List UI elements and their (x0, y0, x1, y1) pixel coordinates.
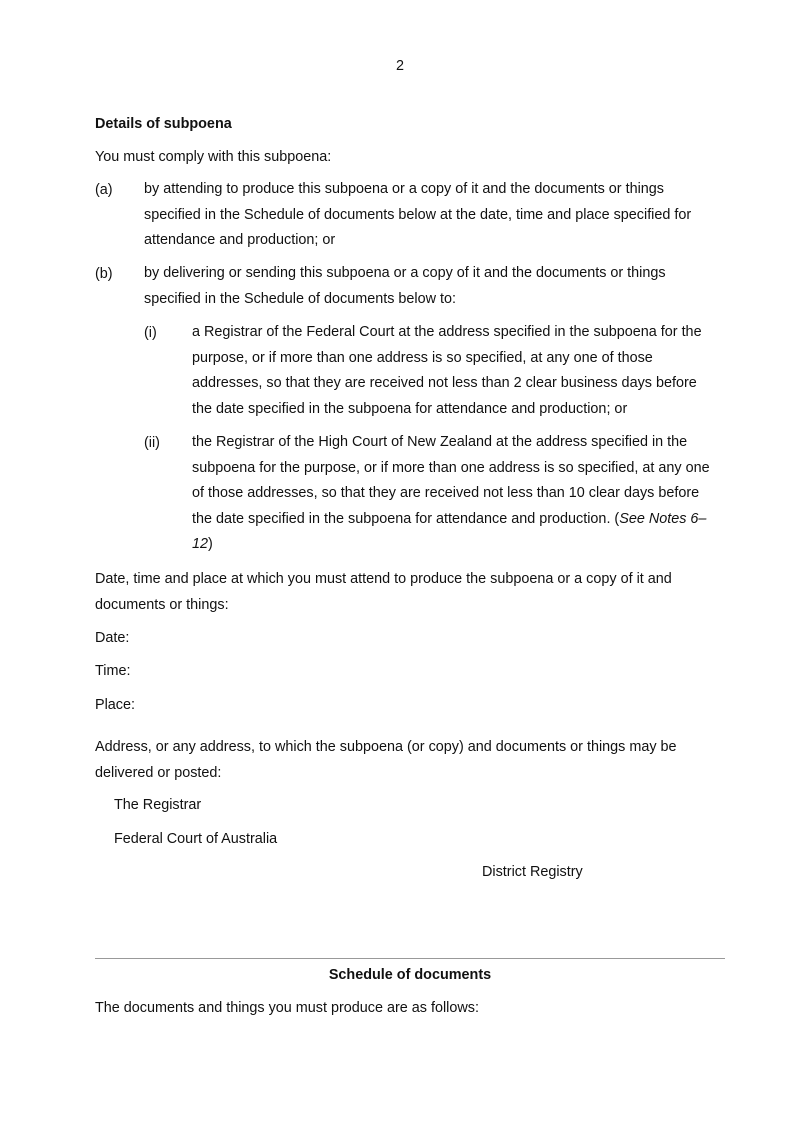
attend-line: Date, time and place at which you must attend to produce the subpoena or a copy of it and (95, 571, 672, 587)
sub-option-label-ii: (ii) (144, 435, 160, 451)
option-a-line: attendance and production; or (144, 232, 336, 248)
option-a-text (144, 177, 691, 254)
sub-option-i-line: purpose, or if more than one address is so specified, at any one of those (192, 349, 653, 366)
closing-paren: ) (208, 536, 213, 552)
address-line: delivered or posted: (95, 764, 222, 781)
address-line: Address, or any address, to which the subpoena (or copy) and documents or things may be (95, 739, 677, 755)
attend-text (95, 567, 672, 618)
sub-option-ii-line: subpoena for the purpose, or if more than one address is so specified, at any one (192, 459, 710, 476)
option-b-text (144, 261, 666, 312)
court-line: Federal Court of Australia (114, 831, 278, 847)
schedule-heading: Schedule of documents (328, 967, 492, 983)
option-label-a: (a) (95, 182, 113, 198)
attend-line: documents or things: (95, 596, 229, 613)
district-registry: District Registry (482, 864, 583, 880)
option-label-b: (b) (95, 266, 113, 282)
sub-option-ii-line-last (192, 507, 710, 533)
sub-option-i-line: addresses, so that they are received not less than 2 clear business days before (192, 375, 697, 391)
section-heading: Details of subpoena (95, 116, 232, 132)
sub-option-ii-line: the date specified in the subpoena for attendance and production. ( (192, 510, 620, 527)
intro-text: You must comply with this subpoena: (95, 149, 332, 165)
sub-option-ii-line: the Registrar of the High Court of New Zealand at the address specified in the (192, 434, 688, 450)
sub-option-ii-text (192, 430, 710, 558)
section-divider (95, 958, 725, 959)
time-label: Time: (95, 663, 131, 679)
schedule-intro: The documents and things you must produce are as follows: (95, 1000, 479, 1016)
sub-option-i-text (192, 320, 702, 422)
see-notes-ref: See Notes 6– (619, 510, 707, 527)
option-a-line: specified in the Schedule of documents below at the date, time and place specified for (144, 206, 692, 223)
sub-option-ii-line-end (192, 532, 710, 558)
place-label: Place: (95, 697, 135, 713)
registrar-line: The Registrar (114, 797, 202, 813)
option-b-line: by delivering or sending this subpoena or a copy of it and the documents or things (144, 265, 666, 281)
sub-option-i-line: the date specified in the subpoena for attendance and production; or (192, 400, 628, 417)
page-number: 2 (395, 58, 404, 74)
sub-option-i-line: a Registrar of the Federal Court at the address specified in the subpoena for the (192, 324, 702, 340)
address-text (95, 735, 677, 786)
date-label: Date: (95, 630, 130, 646)
option-a-line: by attending to produce this subpoena or a copy of it and the documents or things (144, 181, 665, 197)
sub-option-ii-line: of those addresses, so that they are received not less than 10 clear days before (192, 485, 700, 501)
sub-option-label-i: (i) (144, 325, 157, 341)
option-b-line: specified in the Schedule of documents below to: (144, 290, 456, 307)
see-notes-ref-end: 12 (192, 536, 209, 552)
